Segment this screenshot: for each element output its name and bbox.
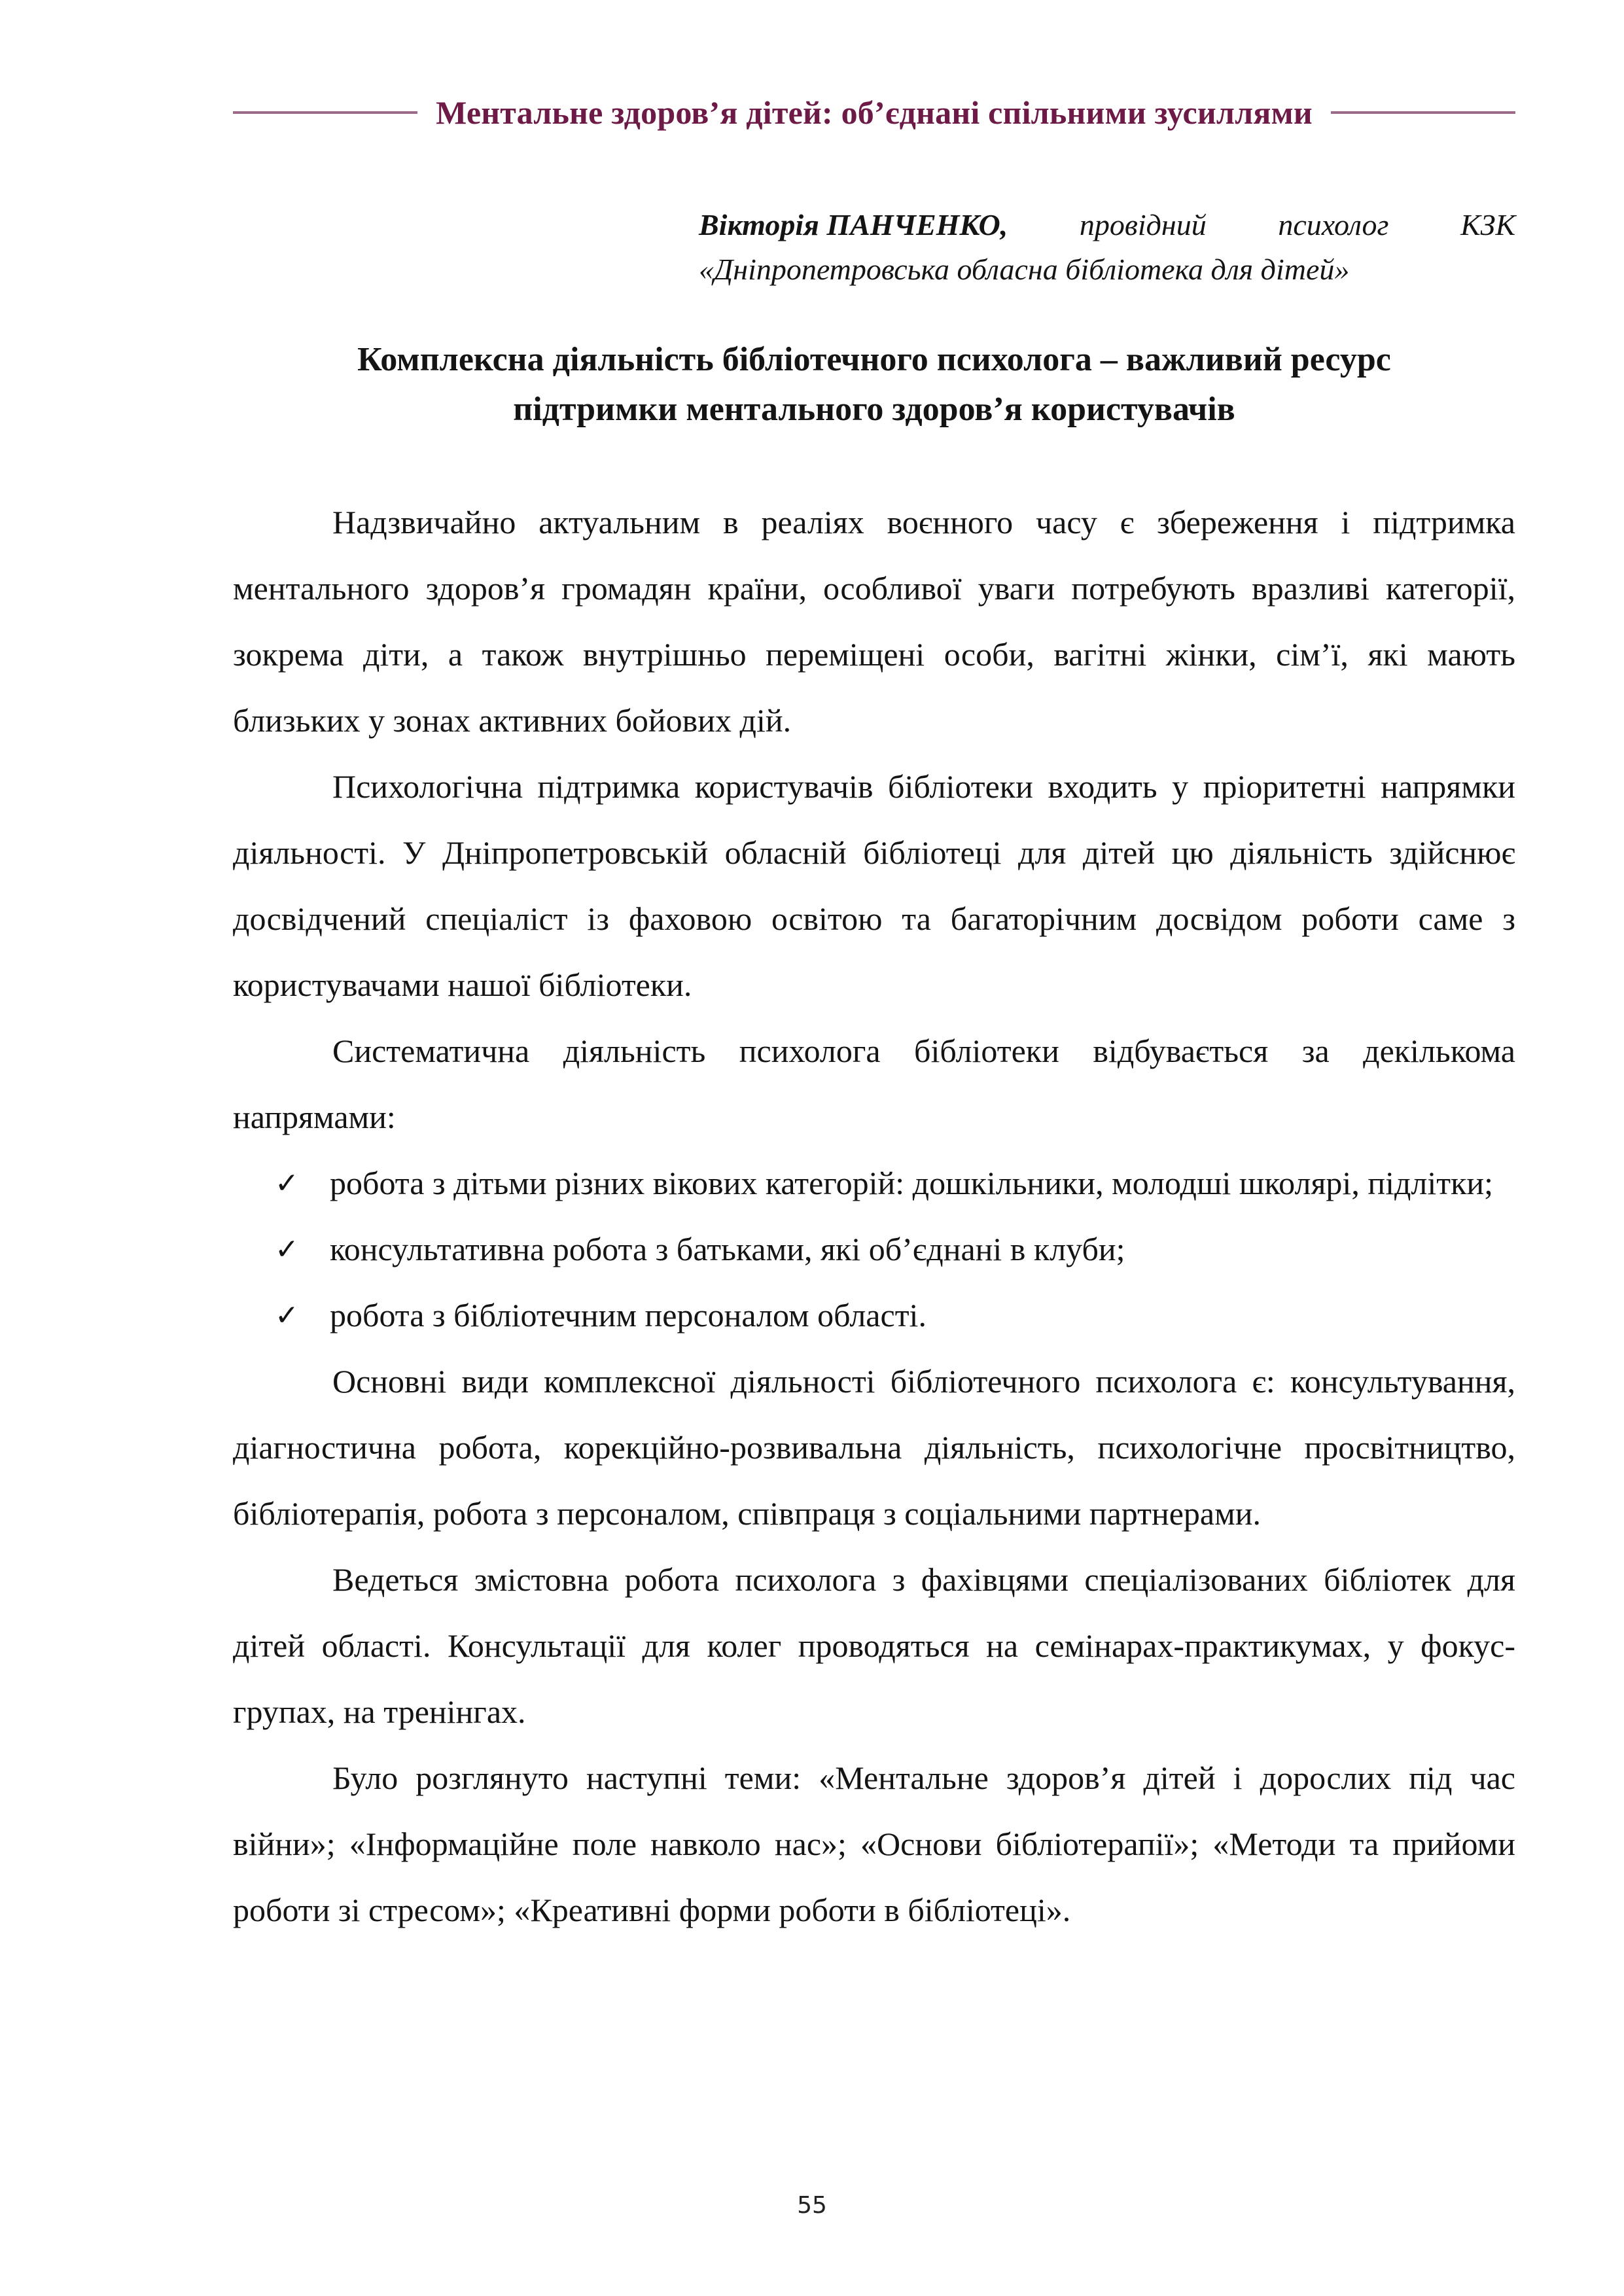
list-item-text: робота з дітьми різних вікових категорій: дошкільники, молодші школярі, підлітки; (330, 1165, 1494, 1201)
paragraph-1: Надзвичайно актуальним в реаліях воєнного часу є збереження і підтримка ментального здоров’я громадян країни, особливої уваги потребують вразливі категорії, зокрема діти, а також внутрішньо переміщені особи, вагітні жінки, сім’ї, які мають близьких у зонах активних бойових дій. (233, 504, 1515, 739)
paragraph-3: Систематична діяльність психолога бібліотеки відбувається за декількома напрямами: (233, 1033, 1515, 1135)
running-header (233, 86, 1515, 139)
list-item (233, 1282, 1515, 1349)
author-position-word-3: КЗК (1460, 208, 1515, 241)
list-item (233, 1150, 1515, 1216)
header-rule-left (233, 111, 417, 114)
article-title-line-1: Комплексна діяльність бібліотечного психолога – важливий ресурс (357, 341, 1391, 378)
article-title (233, 335, 1515, 434)
checkmark-icon: ✓ (275, 1167, 299, 1200)
paragraph-6: Було розглянуто наступні теми: «Ментальне здоров’я дітей і дорослих під час війни»; «Інформаційне поле навколо нас»; «Основи бібліотерапії»; «Методи та прийоми роботи зі стресом»; «Креативні форми роботи в бібліотеці». (233, 1759, 1515, 1928)
paragraph-5: Ведеться змістовна робота психолога з фахівцями спеціалізованих бібліотек для дітей області. Консультації для колег проводяться на семінарах-практикумах, у фокус-групах, на тренінгах. (233, 1561, 1515, 1730)
paragraph-2: Психологічна підтримка користувачів бібліотеки входить у пріоритетні напрямки діяльності. У Дніпропетровській обласній бібліотеці для дітей цю діяльність здійснює досвідчений спеціаліст із фаховою освітою та багаторічним досвідом роботи саме з користувачами нашої бібліотеки. (233, 768, 1515, 1003)
article-title-line-2: підтримки ментального здоров’я користувачів (513, 391, 1235, 428)
article-body (233, 489, 1515, 1943)
page-number: 55 (797, 2192, 827, 2219)
paragraph-4: Основні види комплексної діяльності бібліотечного психолога є: консультування, діагностична робота, корекційно-розвивальна діяльність, психологічне просвітництво, бібліотерапія, робота з персоналом, співпраця з соціальними партнерами. (233, 1363, 1515, 1532)
list-item-text: консультативна робота з батьками, які об’єднані в клуби; (330, 1231, 1125, 1267)
author-institution: «Дніпропетровська обласна бібліотека для дітей» (699, 253, 1350, 286)
author-block (699, 203, 1515, 292)
author-position-word-2: психолог (1278, 208, 1389, 241)
author-name: Вікторія ПАНЧЕНКО, (699, 208, 1008, 241)
list-item-text: робота з бібліотечним персоналом області. (330, 1297, 927, 1333)
activity-list (233, 1150, 1515, 1349)
running-title: Ментальне здоров’я дітей: об’єднані спільними зусиллями (436, 94, 1313, 131)
author-position-word-1: провідний (1079, 208, 1207, 241)
checkmark-icon: ✓ (275, 1233, 299, 1266)
list-item (233, 1216, 1515, 1282)
author-line (699, 203, 1515, 247)
checkmark-icon: ✓ (275, 1299, 299, 1332)
header-rule-right (1331, 111, 1515, 114)
